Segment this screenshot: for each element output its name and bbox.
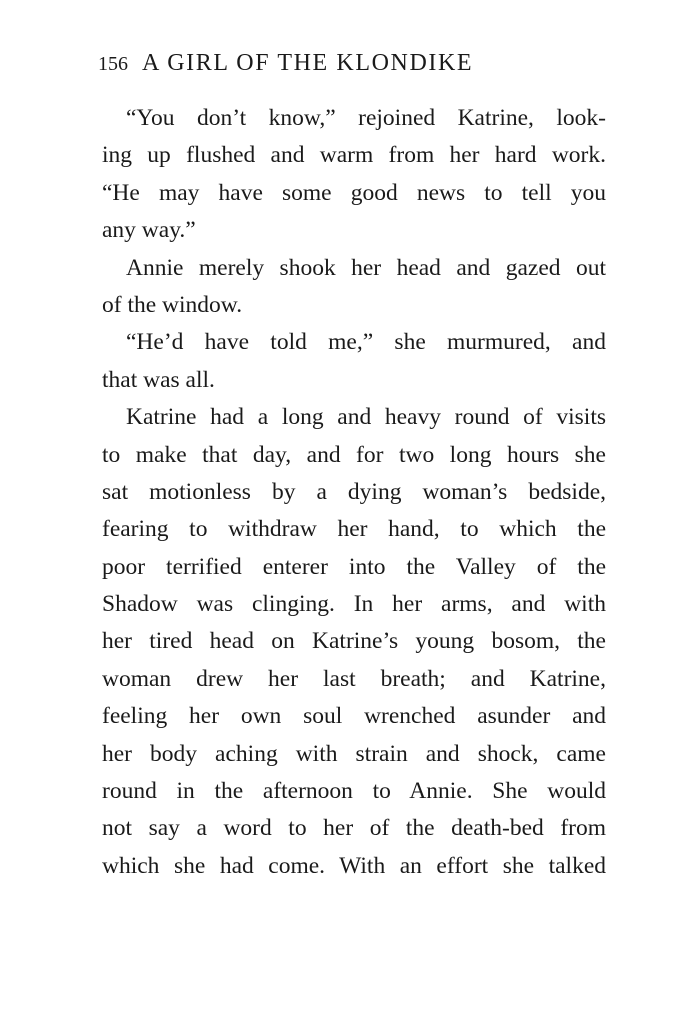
text-line: feeling her own soul wrenched asunder and <box>102 703 606 730</box>
page-number: 156 <box>98 53 128 75</box>
text-line: Annie merely shook her head and gazed out <box>126 254 606 281</box>
text-line: that was all. <box>102 366 215 393</box>
text-line: Shadow was clinging. In her arms, and with <box>102 591 606 618</box>
text-line: poor terrified enterer into the Valley of the <box>102 553 606 580</box>
page-header <box>98 50 558 84</box>
text-line: her tired head on Katrine’s young bosom, the <box>102 628 606 655</box>
text-line: not say a word to her of the death-bed from <box>102 815 606 842</box>
text-line: ing up flushed and warm from her hard work. <box>102 142 606 169</box>
text-line: woman drew her last breath; and Katrine, <box>102 665 606 692</box>
text-line: sat motionless by a dying woman’s bedside, <box>102 478 606 505</box>
text-line: “He may have some good news to tell you <box>102 179 606 206</box>
text-line: any way.” <box>102 217 196 244</box>
text-line: “You don’t know,” rejoined Katrine, look- <box>126 105 606 131</box>
text-line: round in the afternoon to Annie. She would <box>102 778 606 805</box>
text-line: fearing to withdraw her hand, to which the <box>102 516 606 543</box>
running-title: A GIRL OF THE KLONDIKE <box>142 50 474 76</box>
text-line: her body aching with strain and shock, came <box>102 740 606 767</box>
text-line: which she had come. With an effort she talked <box>102 852 606 879</box>
text-line: to make that day, and for two long hours she <box>102 441 606 468</box>
text-line: of the window. <box>102 291 243 318</box>
text-line: Katrine had a long and heavy round of visits <box>126 404 606 431</box>
body-text <box>102 100 606 885</box>
text-line: “He’d have told me,” she murmured, and <box>126 329 606 356</box>
